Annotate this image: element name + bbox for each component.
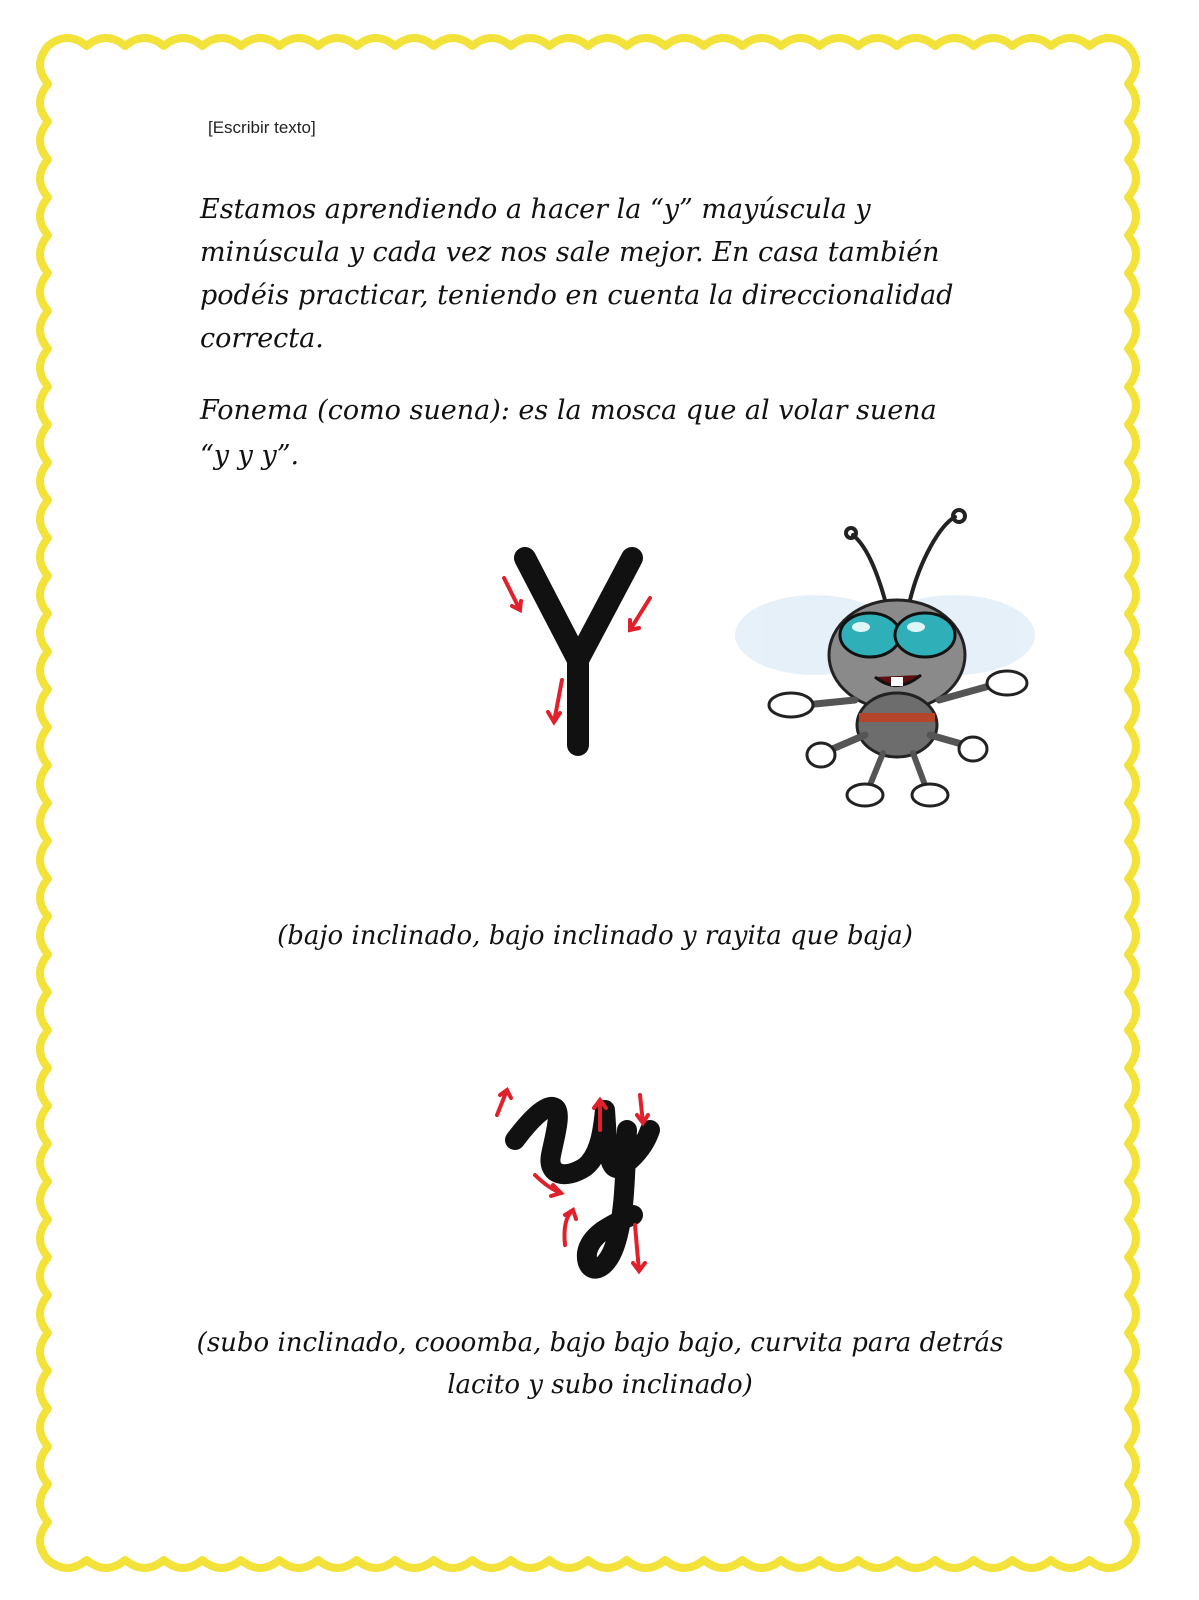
arrow-down-end-icon <box>633 1225 645 1271</box>
lowercase-caption: (subo inclinado, cooomba, bajo bajo bajo, curvita para detrás lacito y subo inclinado) <box>196 1328 1004 1400</box>
fly-illustration <box>725 505 1045 825</box>
lowercase-y-diagram <box>485 1075 685 1290</box>
placeholder-text: [Escribir texto] <box>208 118 316 137</box>
lowercase-y-letter <box>515 1107 650 1269</box>
fly-shoes <box>847 784 948 806</box>
arrow-down-left-stroke-icon <box>504 578 521 610</box>
uppercase-y-diagram <box>490 540 670 765</box>
uppercase-y-letter <box>525 558 632 745</box>
uppercase-caption: (bajo inclinado, bajo inclinado y rayita que baja) <box>277 921 913 951</box>
fonema-paragraph: Fonema (como suena): es la mosca que al volar suena “y y y”. <box>200 395 937 471</box>
intro-paragraph: Estamos aprendiendo a hacer la “y” mayúscula y minúscula y cada vez nos sale mejor. En casa también podéis practicar, teniendo en cuenta la direccionalidad correcta. <box>200 194 954 354</box>
fly-body <box>857 693 937 757</box>
fly-eye-right <box>895 613 955 657</box>
fly-band <box>859 713 935 722</box>
fly-eye-left <box>840 613 900 657</box>
arrow-down-stem-icon <box>548 680 562 722</box>
arrow-loop-up-icon <box>564 1210 576 1245</box>
fly-antennae <box>846 510 965 600</box>
arrow-down-right-stroke-icon <box>630 598 650 630</box>
arrow-down-hump-icon <box>637 1095 648 1123</box>
arrow-up-start-icon <box>497 1090 511 1115</box>
